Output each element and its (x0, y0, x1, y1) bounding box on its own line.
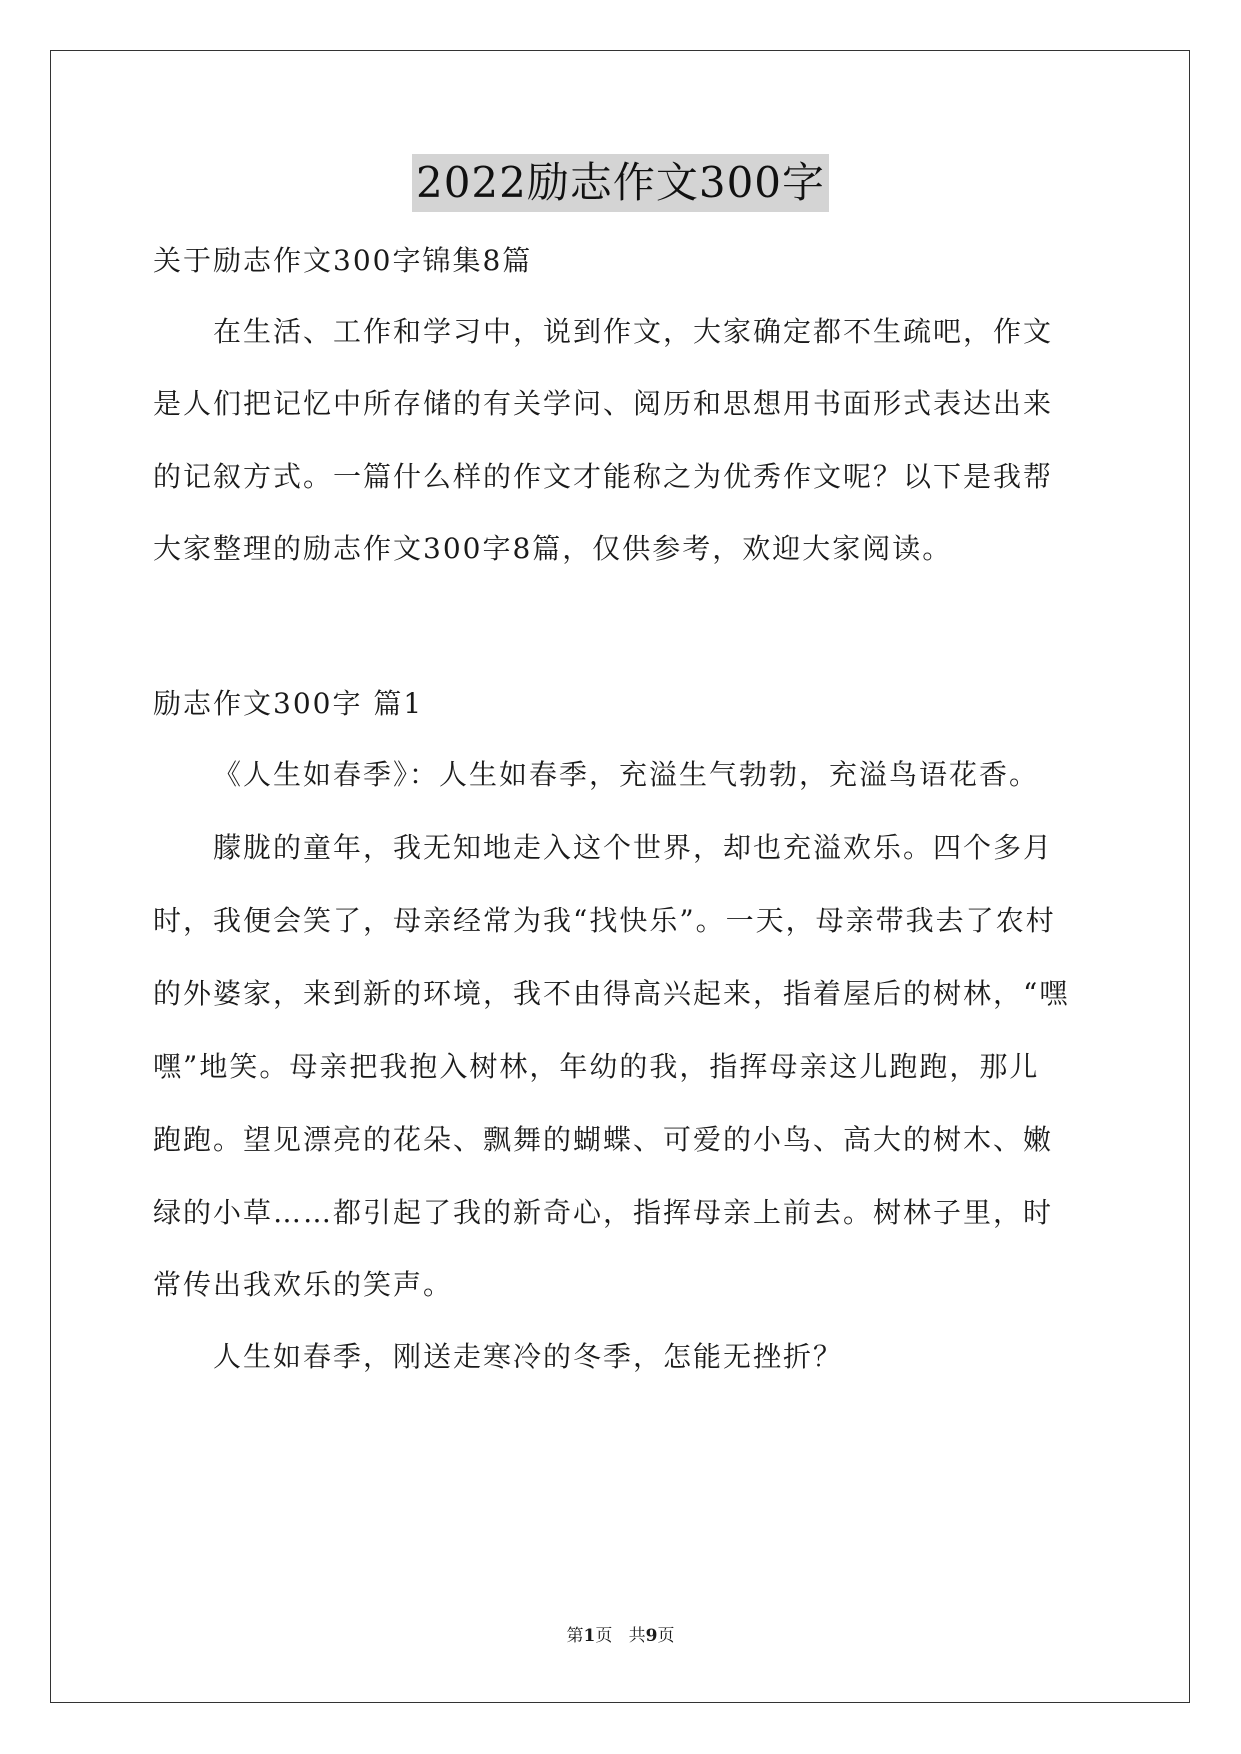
body-paragraph-line[interactable]: 《人生如春季》：人生如春季，充溢生气勃勃，充溢鸟语花香。 (213, 758, 1040, 791)
body-paragraph-line[interactable]: 人生如春季，刚送走寒冷的冬季，怎能无挫折？ (213, 1340, 844, 1373)
section-heading[interactable]: 励志作文300字 篇1 (153, 687, 424, 720)
body-paragraph-line[interactable]: 时，我便会笑了，母亲经常为我“找快乐”。一天，母亲带我去了农村 (153, 904, 1056, 937)
footer-middle: 页 共 (595, 1626, 646, 1646)
body-paragraph-line[interactable]: 常传出我欢乐的笑声。 (153, 1268, 454, 1301)
current-page-number: 1 (583, 1626, 596, 1646)
body-paragraph-line[interactable]: 朦胧的童年，我无知地走入这个世界，却也充溢欢乐。四个多月 (213, 831, 1054, 864)
subtitle[interactable]: 关于励志作文300字锦集8篇 (153, 244, 533, 277)
body-paragraph-line[interactable]: 跑跑。望见漂亮的花朵、飘舞的蝴蝶、可爱的小鸟、高大的树木、嫩 (153, 1123, 1054, 1156)
footer-suffix: 页 (657, 1626, 675, 1646)
footer-prefix: 第 (566, 1626, 584, 1646)
intro-paragraph-line[interactable]: 是人们把记忆中所存储的有关学问、阅历和思想用书面形式表达出来 (153, 387, 1054, 420)
total-page-count: 9 (645, 1626, 658, 1646)
intro-paragraph-line[interactable]: 在生活、工作和学习中，说到作文，大家确定都不生疏吧，作文 (213, 315, 1054, 348)
body-paragraph-line[interactable]: 的外婆家，来到新的环境，我不由得高兴起来，指着屋后的树林，“嘿 (153, 977, 1070, 1010)
title-container (0, 154, 1241, 212)
intro-paragraph-line[interactable]: 的记叙方式。一篇什么样的作文才能称之为优秀作文呢？以下是我帮 (153, 460, 1054, 493)
intro-paragraph-line[interactable]: 大家整理的励志作文300字8篇，仅供参考，欢迎大家阅读。 (153, 532, 953, 565)
page-border (50, 50, 1190, 1703)
page-footer (0, 1625, 1241, 1647)
body-paragraph-line[interactable]: 嘿”地笑。母亲把我抱入树林，年幼的我，指挥母亲这儿跑跑，那儿 (153, 1050, 1040, 1083)
body-paragraph-line[interactable]: 绿的小草……都引起了我的新奇心，指挥母亲上前去。树林子里，时 (153, 1196, 1054, 1229)
document-title[interactable]: 2022励志作文300字 (412, 154, 829, 212)
